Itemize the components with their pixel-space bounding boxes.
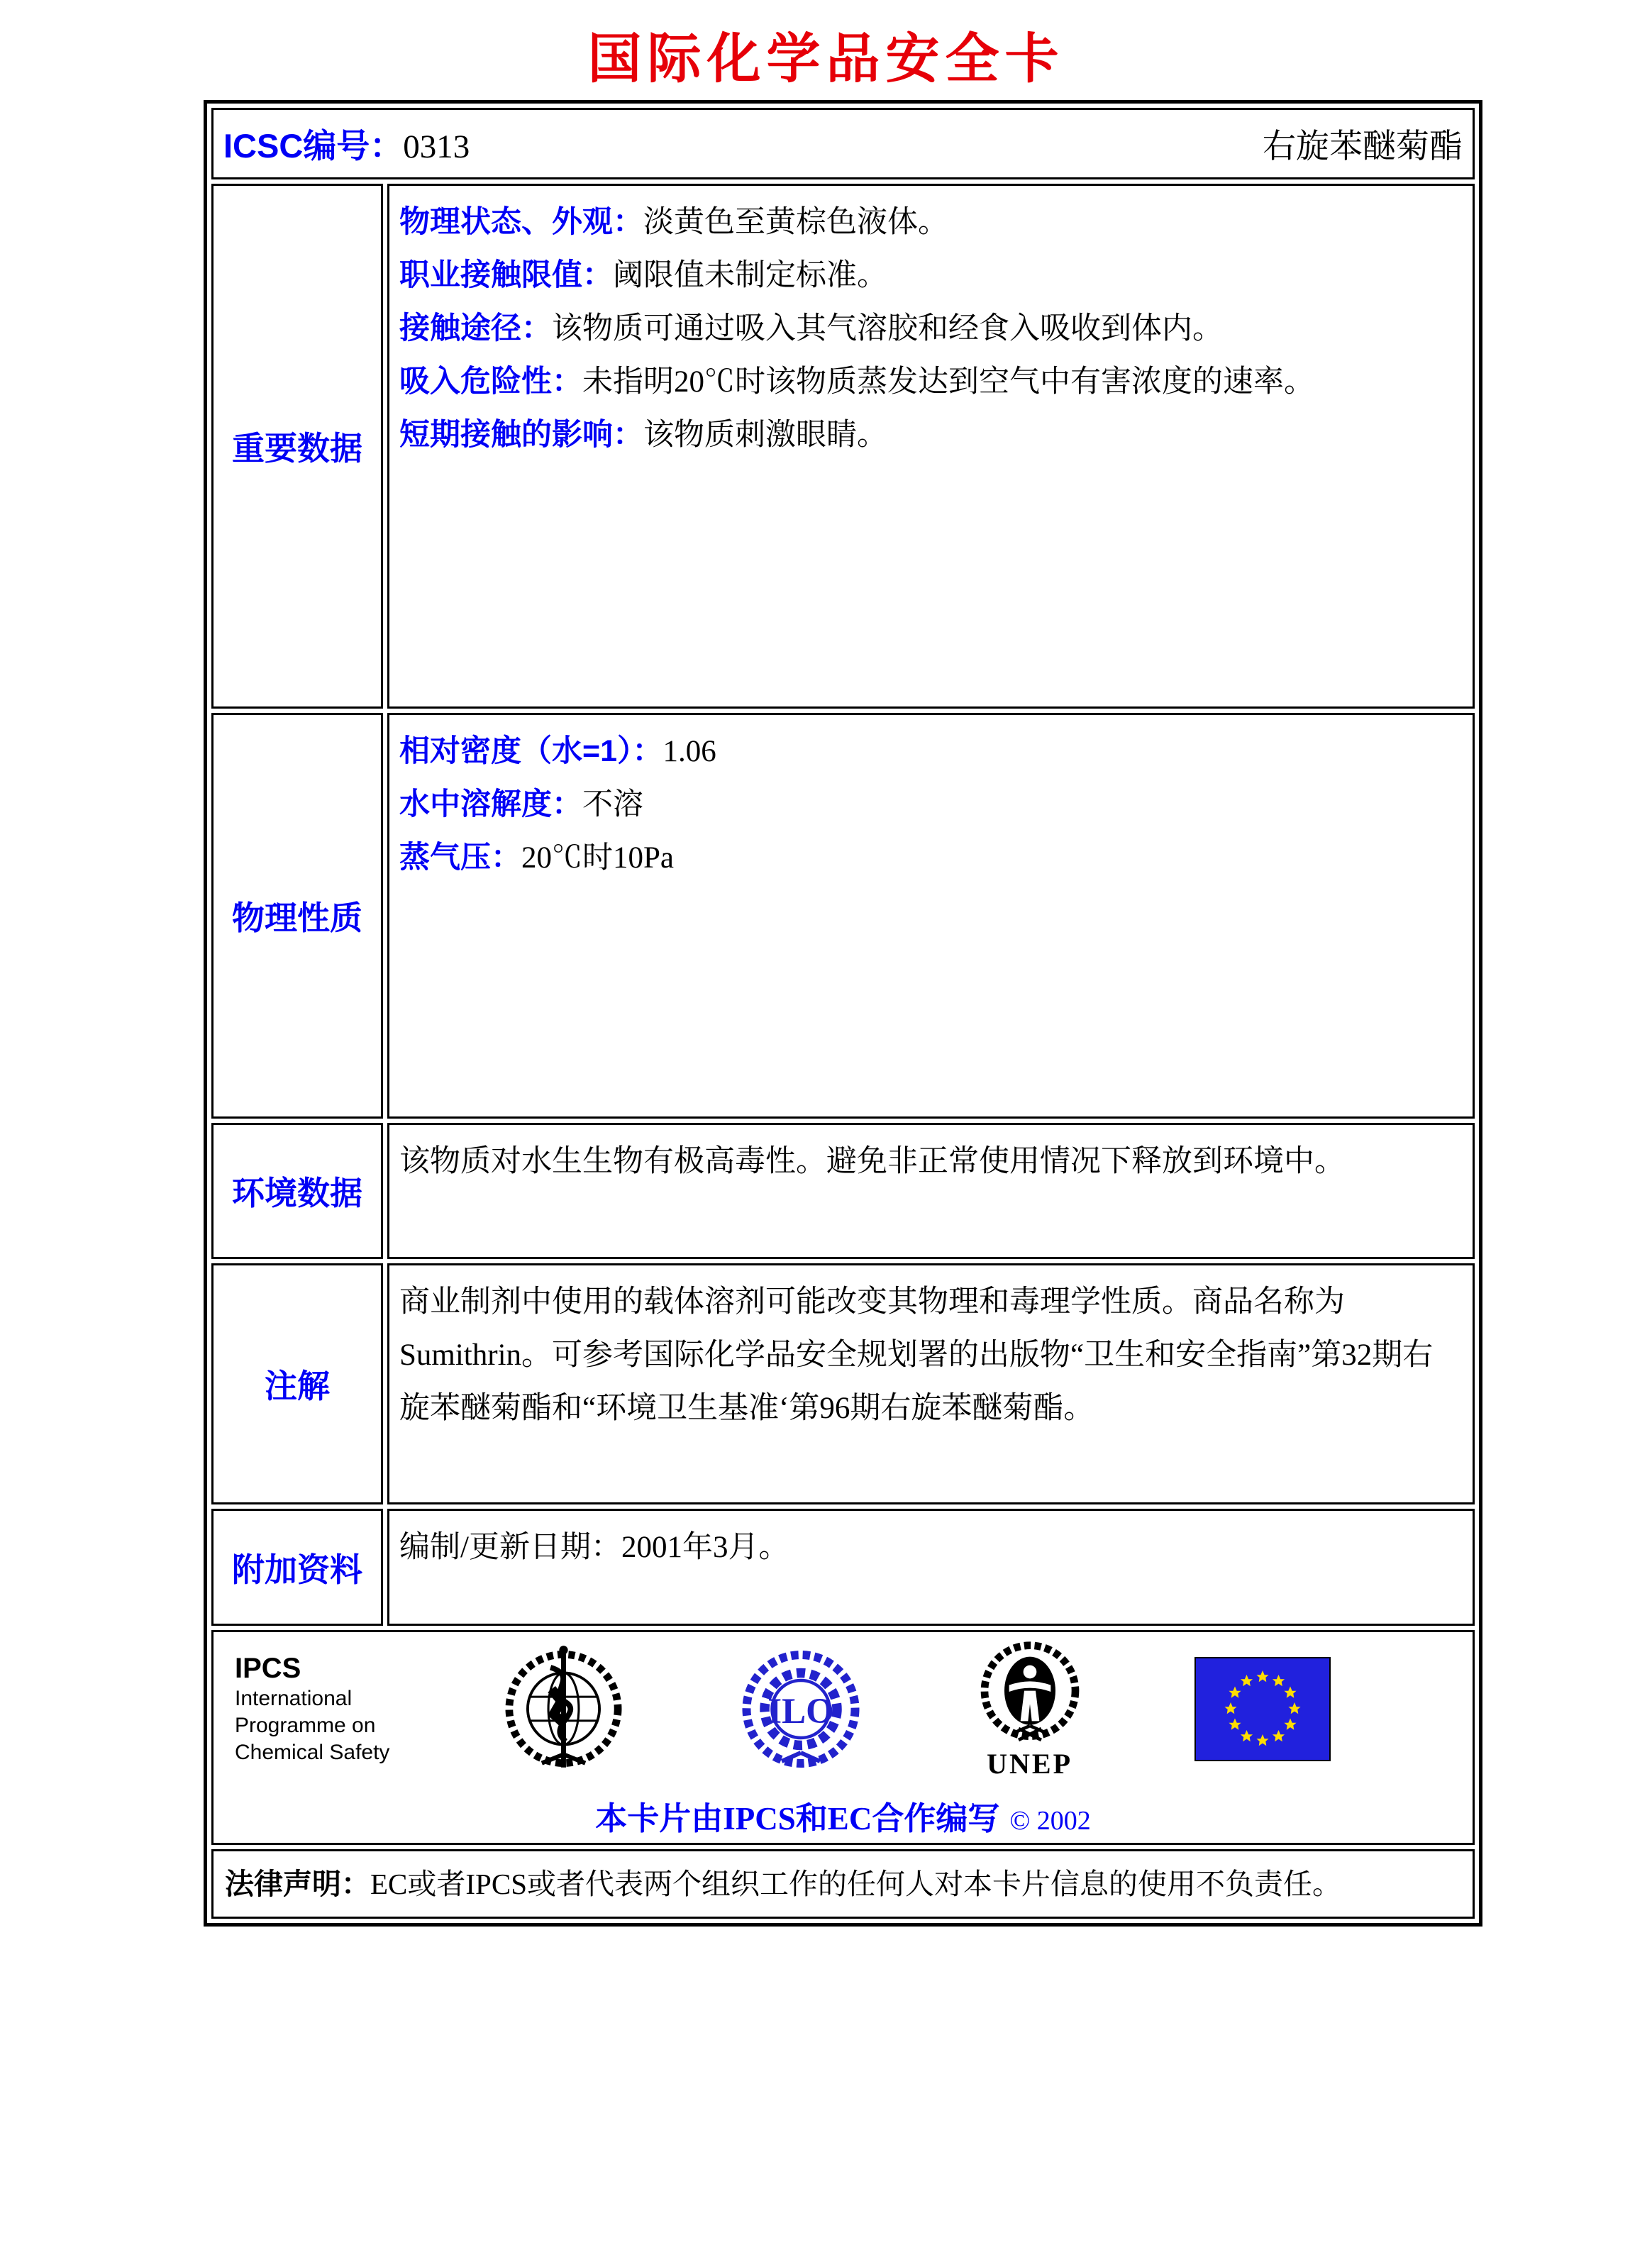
additional-info-label: 附加资料 [211, 1509, 383, 1626]
legal-text: EC或者IPCS或者代表两个组织工作的任何人对本卡片信息的使用不负责任。 [370, 1868, 1341, 1900]
kv-value: 20℃时10Pa [521, 841, 674, 875]
kv-value: 1.06 [663, 735, 716, 768]
ipcs-line-1: International [235, 1687, 353, 1710]
notes-row [211, 1263, 1475, 1504]
ipcs-line-3: Chemical Safety [235, 1741, 390, 1764]
kv-value: 未指明20℃时该物质蒸发达到空气中有害浓度的速率。 [582, 365, 1314, 399]
eu-flag-icon [1194, 1657, 1331, 1761]
kv-key: 蒸气压： [399, 841, 521, 875]
chemical-name: 右旋苯醚菊酯 [1263, 128, 1463, 165]
icsc-card-page [0, 16, 1652, 2267]
cooperation-caption [228, 1792, 1458, 1839]
kv-key: 水中溶解度： [399, 787, 582, 821]
kv-value: 淡黄色至黄棕色液体。 [643, 206, 948, 239]
kv-key: 短期接触的影响： [399, 418, 643, 452]
kv-line [399, 249, 1460, 302]
kv-value: 阈限值未制定标准。 [613, 259, 887, 292]
logos-strip [228, 1639, 1458, 1780]
important-data-row [211, 184, 1475, 709]
copyright-text: © 2002 [1009, 1806, 1091, 1836]
unep-icon [973, 1638, 1087, 1780]
kv-key: 接触途径： [399, 311, 552, 345]
logos-cell [211, 1630, 1475, 1845]
kv-key: 物理状态、外观： [399, 205, 643, 239]
physical-properties-content [387, 713, 1475, 1119]
notes-content [387, 1263, 1475, 1504]
kv-line [399, 409, 1460, 462]
kv-line [399, 355, 1460, 409]
kv-line [399, 778, 1460, 831]
kv-key: 相对密度（水=1）： [399, 734, 663, 768]
additional-info-text: 编制/更新日期：2001年3月。 [399, 1531, 789, 1564]
kv-line [399, 725, 1460, 778]
ipcs-text-block [235, 1651, 389, 1766]
page-title: 国际化学品安全卡 [587, 29, 1065, 89]
icsc-number-value: 0313 [403, 128, 470, 165]
ilo-icon [737, 1644, 865, 1775]
legal-label: 法律声明： [225, 1868, 370, 1900]
kv-value: 该物质可通过吸入其气溶胶和经食入吸收到体内。 [552, 312, 1223, 345]
header-row [211, 108, 1475, 179]
ipcs-line-2: Programme on [235, 1714, 376, 1737]
legal-cell [211, 1849, 1475, 1919]
icsc-card-table [204, 100, 1482, 1927]
important-data-label: 重要数据 [211, 184, 383, 709]
physical-properties-label: 物理性质 [211, 713, 383, 1119]
environmental-data-label: 环境数据 [211, 1123, 383, 1259]
kv-line [399, 831, 1460, 885]
notes-text: 商业制剂中使用的载体溶剂可能改变其物理和毒理学性质。商品名称为Sumithrin。可参考国际化学品安全规划署的出版物“卫生和安全指南”第32期右旋苯醚菊酯和“环境卫生基准‘第96期右旋苯醚菊酯。 [399, 1285, 1434, 1425]
logos-row [211, 1630, 1475, 1845]
kv-key: 职业接触限值： [399, 258, 613, 292]
important-data-content [387, 184, 1475, 709]
svg-text:ILO: ILO [767, 1691, 834, 1731]
physical-properties-row [211, 713, 1475, 1119]
environmental-data-content [387, 1123, 1475, 1259]
who-icon [498, 1641, 629, 1776]
ipcs-title: IPCS [235, 1653, 301, 1684]
legal-row [211, 1849, 1475, 1919]
notes-label: 注解 [211, 1263, 383, 1504]
additional-info-row [211, 1509, 1475, 1626]
header-cell [211, 108, 1475, 179]
caption-text: 本卡片由IPCS和EC合作编写 [595, 1801, 1000, 1836]
kv-line [399, 196, 1460, 249]
environmental-data-row [211, 1123, 1475, 1259]
unep-label: UNEP [987, 1747, 1073, 1780]
kv-value: 不溶 [582, 788, 643, 821]
icsc-number-label: ICSC编号： [223, 127, 404, 165]
additional-info-content [387, 1509, 1475, 1626]
kv-value: 该物质刺激眼睛。 [643, 419, 887, 452]
kv-line [399, 302, 1460, 355]
icsc-number-group [223, 120, 470, 167]
environmental-data-text: 该物质对水生生物有极高毒性。避免非正常使用情况下释放到环境中。 [399, 1145, 1345, 1178]
kv-key: 吸入危险性： [399, 365, 582, 399]
